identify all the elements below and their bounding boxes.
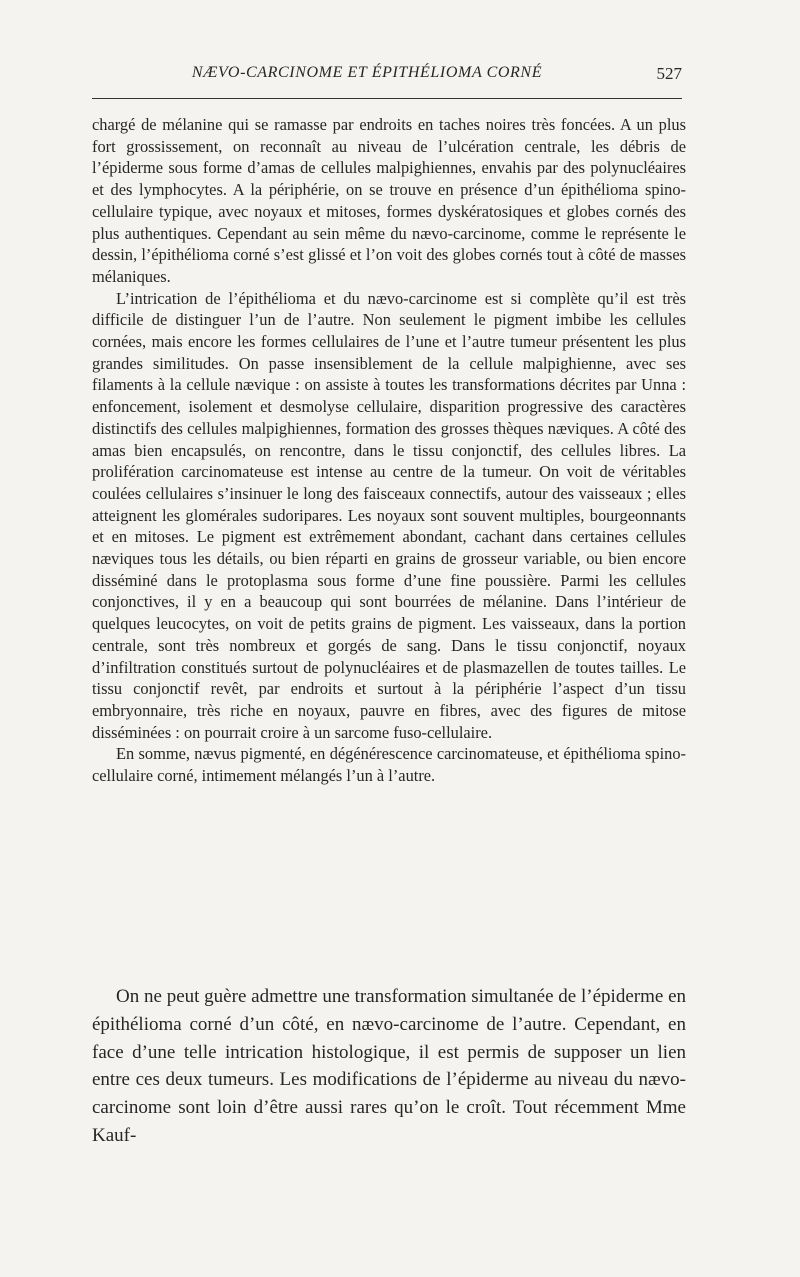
header-rule — [92, 98, 682, 99]
paragraph-summary: En somme, nævus pigmenté, en dégénérescence carcinomateuse, et épithélioma spino-cellulaire corné, intimement mélangés l’un à l’autre. — [92, 744, 686, 786]
running-title: NÆVO-CARCINOME ET ÉPITHÉLIOMA CORNÉ — [191, 64, 543, 81]
paragraph-continuation: chargé de mélanine qui se ramasse par endroits en taches noires très foncées. A un plus fort grossissement, on reconnaît au niveau de l’ulcération centrale, les débris de l’épiderme sous forme d’amas de cellules malpighiennes, envahis par des polynucléaires et des lymphocytes. A la périphérie, on se trouve en présence d’un épithélioma spino-cellulaire typique, avec noyaux et mitoses, formes dyskératosiques et globes cornés des plus authentiques. Cependant au sein même du nævo-carcinome, comme le représente le dessin, l’épithélioma corné s’est glissé et l’on voit des globes cornés tout à côté de masses mélaniques. — [92, 115, 686, 286]
page-number: 527 — [656, 64, 682, 83]
page-header — [92, 64, 682, 104]
main-text-section — [92, 983, 686, 1150]
paragraph-discussion: On ne peut guère admettre une transformation simultanée de l’épiderme en épithélioma corné d’un côté, en nævo-carcinome de l’autre. Cependant, en face d’une telle intrication histologique, il est permis de supposer un lien entre ces deux tumeurs. Les modifications de l’épiderme au niveau du nævo-carcinome sont loin d’être aussi rares qu’on le croît. Tout récemment Mme Kauf- — [92, 986, 686, 1146]
paragraph-intrication: L’intrication de l’épithélioma et du nævo-carcinome est si complète qu’il est très difficile de distinguer l’un de l’autre. Non seulement le pigment imbibe les cellules cornées, mais encore les formes cellulaires de l’une et l’autre tumeur présentent les plus grandes similitudes. On passe insensiblement de la cellule malpighienne, avec ses filaments à la cellule nævique : on assiste à toutes les transformations décrites par Unna : enfoncement, isolement et desmolyse cellulaire, disparition progressive des caractères distinctifs des cellules malpighiennes, formation des grosses thèques næviques. A côté des amas bien encapsulés, on rencontre, dans le tissu conjonctif, des cellules libres. La prolifération carcinomateuse est intense au centre de la tumeur. On voit de véritables coulées cellulaires s’insinuer le long des faisceaux connectifs, autour des vaisseaux ; elles atteignent les glomérales sudoripares. Les noyaux sont souvent multiples, bourgeonnants et en mitoses. Le pigment est extrêmement abondant, cachant dans certaines cellules næviques tous les détails, ou bien réparti en grains de grosseur variable, ou bien encore disséminé dans le protoplasma sous forme d’une fine poussière. Parmi les cellules conjonctives, il y en a beaucoup qui sont bourrées de mélanine. Dans l’intérieur de quelques leucocytes, on voit de petits grains de pigment. Les vaisseaux, dans la portion centrale, sont très nombreux et gorgés de sang. Dans le tissu conjonctif, noyaux d’infiltration constitués surtout de polynucléaires et de plasmazellen de toutes tailles. Le tissu conjonctif revêt, par endroits et surtout à la périphérie l’aspect d’un tissu embryonnaire, très riche en noyaux, pauvre en fibres, avec des figures de mitose disséminées : on pourrait croire à un sarcome fuso-cellulaire. — [92, 288, 686, 742]
small-print-section — [92, 114, 686, 787]
